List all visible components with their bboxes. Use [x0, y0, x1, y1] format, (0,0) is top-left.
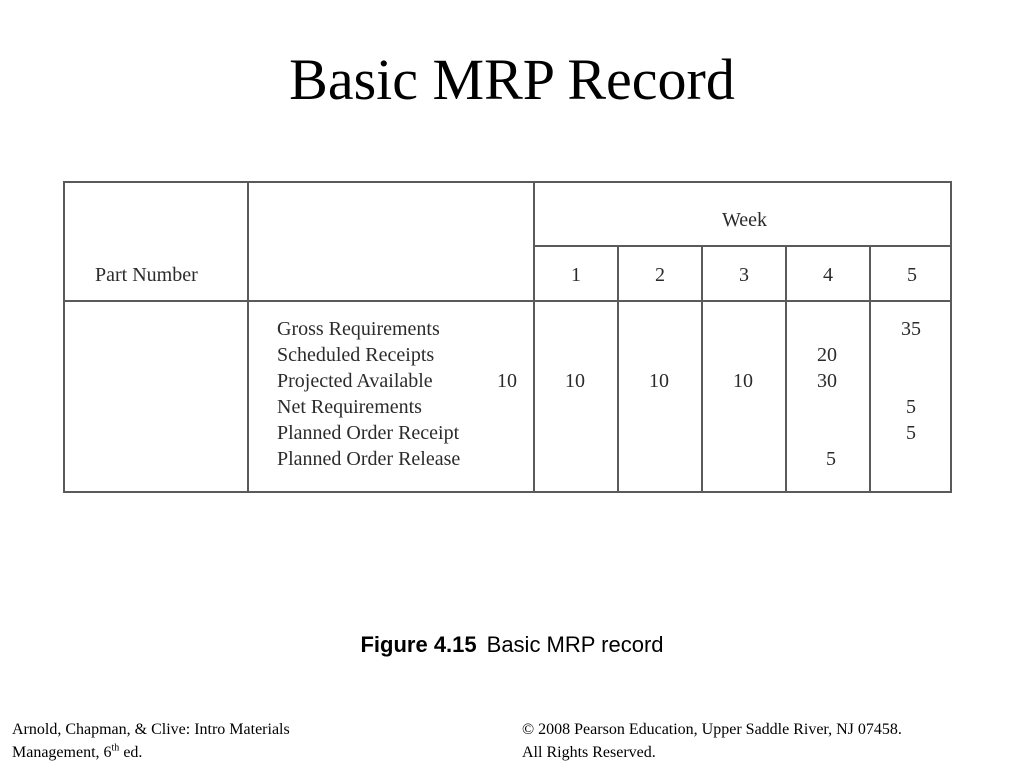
footer-citation-line2: [12, 741, 290, 764]
table-divider: [247, 183, 249, 491]
footer-citation-line2-sup: th: [111, 742, 120, 754]
figure-caption-text: Basic MRP record: [486, 632, 664, 657]
row-label: Planned Order Release: [277, 448, 461, 470]
figure-caption: [0, 631, 1024, 659]
slide-title: Basic MRP Record: [289, 47, 735, 112]
week-number: 3: [739, 264, 749, 286]
table-cell: 5: [906, 422, 916, 444]
footer-citation: [12, 718, 290, 764]
row-label: Scheduled Receipts: [277, 344, 435, 366]
figure-caption-label: Figure 4.15: [360, 632, 477, 657]
footer-citation-line2-prefix: Management, 6: [12, 744, 112, 761]
table-cell: 10: [565, 370, 585, 392]
row-label: Planned Order Receipt: [277, 422, 460, 444]
row-label: Projected Available: [277, 370, 433, 392]
table-cell: 5: [906, 396, 916, 418]
footer-copyright: [522, 718, 902, 764]
mrp-record-table: [63, 181, 952, 493]
week-number: 4: [823, 264, 833, 286]
row-label: Net Requirements: [277, 396, 422, 418]
week-header: Week: [721, 209, 768, 231]
week-number: 2: [655, 264, 665, 286]
table-cell: 35: [901, 318, 921, 340]
initial-projected-available: 10: [497, 370, 517, 392]
part-number-header: Part Number: [95, 264, 198, 286]
table-cell: 10: [733, 370, 753, 392]
footer-citation-line1: Arnold, Chapman, & Clive: Intro Materials: [12, 721, 290, 738]
table-divider: [533, 245, 950, 247]
footer-citation-line2-suffix: ed.: [119, 744, 143, 761]
table-divider: [65, 300, 950, 302]
table-cell: 30: [817, 370, 837, 392]
footer-copyright-line1: © 2008 Pearson Education, Upper Saddle River, NJ 07458.: [522, 721, 902, 738]
table-cell: 10: [649, 370, 669, 392]
table-cell: 20: [817, 344, 837, 366]
table-cell: 5: [826, 448, 836, 470]
week-number: 5: [907, 264, 917, 286]
footer-copyright-line2: All Rights Reserved.: [522, 744, 656, 761]
row-labels: [277, 316, 460, 472]
row-label: Gross Requirements: [277, 318, 440, 340]
week-number: 1: [571, 264, 581, 286]
